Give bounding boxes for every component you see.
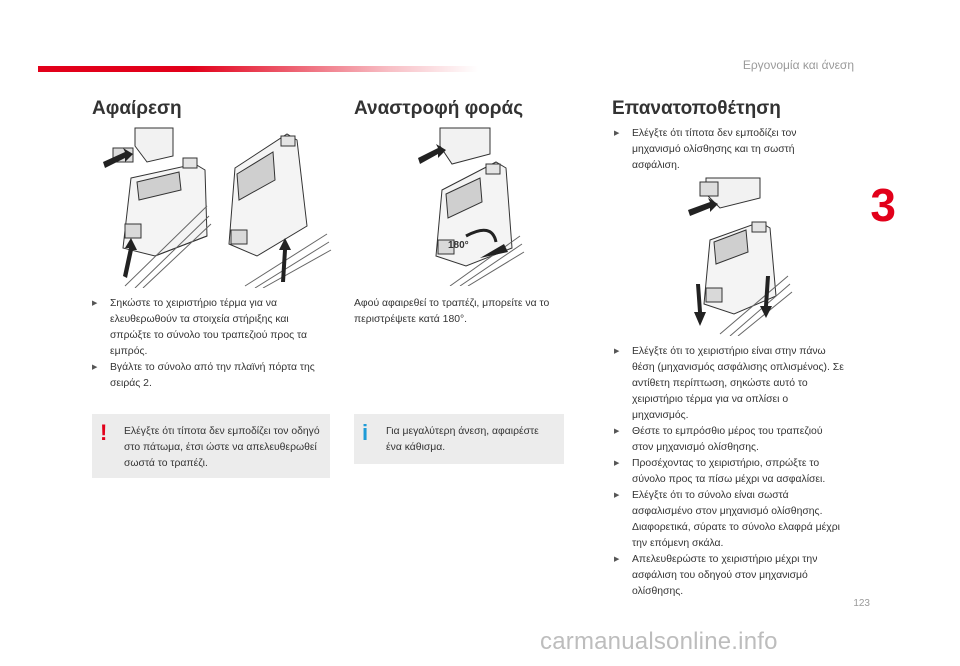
reinstall-steps [614, 344, 844, 600]
removal-illustration [95, 126, 335, 288]
warning-box [92, 414, 330, 478]
reverse-text: Αφού αφαιρεθεί το τραπέζι, μπορείτε να το περιστρέψετε κατά 180°. [354, 298, 550, 325]
section-title: Εργονομία και άνεση [742, 58, 854, 72]
page-number: 123 [853, 598, 870, 609]
info-text: Για μεγαλύτερη άνεση, αφαιρέστε ένα κάθισμα. [386, 426, 539, 453]
reinstall-illustration [680, 176, 800, 336]
info-box [354, 414, 564, 464]
heading-reinstall: Επανατοποθέτηση [612, 98, 781, 119]
list-item: ▶ Ελέγξτε ότι το σύνολο είναι σωστά ασφαλισμένο στον μηχανισμό ολίσθησης. Διαφορετικά, σύρατε το σύνολο ελαφρά μέχρι την επόμενη σκάλα. [614, 488, 844, 552]
list-item: ▶ Θέστε το εμπρόσθιο μέρος του τραπεζιού στον μηχανισμό ολίσθησης. [614, 424, 844, 456]
reinstall-check [614, 126, 836, 174]
watermark: carmanualsonline.info [540, 628, 778, 655]
reverse-illustration [380, 126, 530, 286]
list-item: ▶ Απελευθερώστε το χειριστήριο μέχρι την ασφάλιση του οδηγού στον μηχανισμό ολίσθησης. [614, 552, 844, 600]
list-item: ▶ Προσέχοντας το χειριστήριο, σπρώξτε το σύνολο προς τα πίσω μέχρι να ασφαλίσει. [614, 456, 844, 488]
warning-icon: ! [100, 420, 108, 445]
heading-reverse: Αναστροφή φοράς [354, 98, 524, 119]
header-accent-bar [38, 66, 478, 72]
removal-steps [92, 296, 318, 392]
warning-text: Ελέγξτε ότι τίποτα δεν εμποδίζει τον οδηγό στο πάτωμα, έτσι ώστε να απελευθερωθεί σωστά το τραπέζι. [124, 426, 320, 469]
list-item: ▶ Σηκώστε το χειριστήριο τέρμα για να ελευθερωθούν τα στοιχεία στήριξης και σπρώξτε το σύνολο του τραπεζιού προς τα εμπρός. [92, 296, 318, 360]
chapter-number: 3 [870, 179, 896, 231]
info-icon: i [362, 420, 369, 445]
list-item: ▶ Βγάλτε το σύνολο από την πλαϊνή πόρτα της σειράς 2. [92, 360, 318, 392]
rotation-label: 180° [448, 240, 469, 251]
heading-removal: Αφαίρεση [92, 98, 182, 119]
list-item: ▶ Ελέγξτε ότι τίποτα δεν εμποδίζει τον μηχανισμό ολίσθησης και τη σωστή ασφάλιση. [614, 126, 836, 174]
list-item: ▶ Ελέγξτε ότι το χειριστήριο είναι στην πάνω θέση (μηχανισμός ασφάλισης οπλισμένος). Σε αντίθετη περίπτωση, σηκώστε αυτό το χειριστήριο τέρμα για να οπλίσει ο μηχανισμός. [614, 344, 844, 424]
